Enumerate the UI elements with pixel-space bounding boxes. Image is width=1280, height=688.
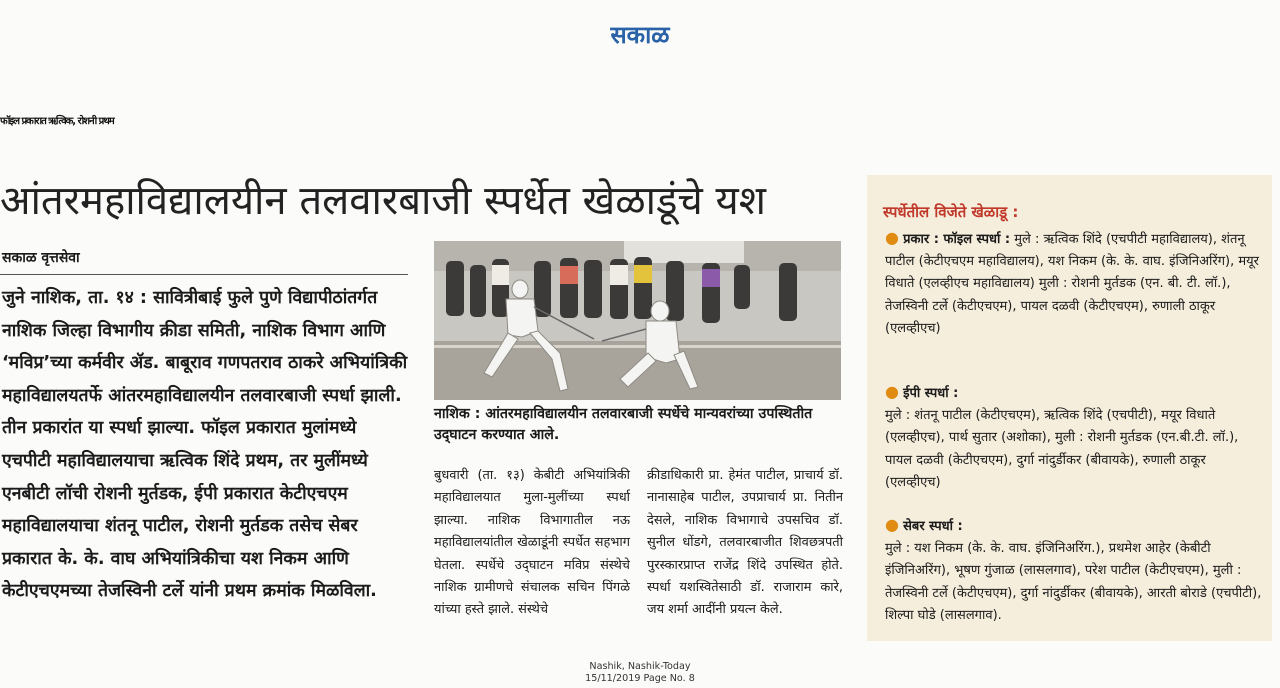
sidebar-entry-epee [885, 381, 1265, 494]
masthead: सकाळ [610, 20, 670, 49]
sidebar-entry-foil [885, 227, 1265, 340]
lead-paragraph: जुने नाशिक, ता. १४ : सावित्रीबाई फुले पुणे विद्यापीठांतर्गत नाशिक जिल्हा विभागीय क्रीडा समिती, नाशिक विभाग आणि ‘मविप्र’च्या कर्मवीर ॲड. बाबूराव गणपतराव ठाकरे अभियांत्रिकी महाविद्यालयतर्फे आंतरमहाविद्यालयीन तलवारबाजी स्पर्धा झाली. तीन प्रकारांत या स्पर्धा झाल्या. फॉइल प्रकारात मुलांमध्ये एचपीटी महाविद्यालयाचा ऋत्विक शिंदे प्रथम, तर मुलींमध्ये एनबीटी लॉची रोशनी मुर्तडक, ईपी प्रकारात केटीएचएम महाविद्यालयाचा शंतनू पाटील, रोशनी मुर्तडक तसेच सेबर प्रकारात के. के. वाघ अभियांत्रिकीचा यश निकम आणि केटीएचएमच्या तेजस्विनी टर्ले यांनी प्रथम क्रमांक मिळविला. [2, 288, 408, 602]
entry-heading: सेबर स्पर्धा : [903, 519, 963, 534]
sidebar-title: स्पर्धेतील विजेते खेळाडू : [883, 203, 1019, 221]
byline: सकाळ वृत्तसेवा [2, 250, 80, 266]
entry-heading: ईपी स्पर्धा : [903, 386, 959, 401]
page-footer [480, 661, 800, 685]
bullet-icon: ● [885, 228, 899, 247]
entry-text: मुले : शंतनू पाटील (केटीएचएम), ऋत्विक शिंदे (एचपीटी), मयूर विधाते (एलव्हीएच), पार्थ सुतार (अशोका), मुली : रोशनी मुर्तडक (एन.बी.टी. लॉ.), पायल दळवी (केटीएचएम), दुर्गा नांदुर्डीकर (बीवायके), रुणाली ठाकूर (एलव्हीएच) [885, 408, 1239, 490]
body-column-1: बुधवारी (ता. १३) केबीटी अभियांत्रिकी महाविद्यालयात मुला-मुलींच्या स्पर्धा झाल्या. नाशिक विभागातील नऊ महाविद्यालयांतील खेळाडूंनी स्पर्धेत सहभाग घेतला. स्पर्धेचे उद्‍घाटन मविप्र संस्थेचे नाशिक ग्रामीणचे संचालक सचिन पिंगळे यांच्या हस्ते झाले. संस्थेचे [434, 468, 630, 618]
footer-edition: Nashik, Nashik-Today [589, 661, 691, 672]
fencing-photo-illustration [434, 241, 841, 400]
body-column-2: क्रीडाधिकारी प्रा. हेमंत पाटील, प्राचार्य डॉ. नानासाहेब पाटील, उपप्राचार्य प्रा. नितीन देसले, नाशिक विभागाचे उपसचिव डॉ. सुनील धोंडगे, तलवारबाजीत शिवछत्रपती पुरस्कारप्राप्त राजेंद्र शिंदे उपस्थित होते. स्पर्धा यशस्वितेसाठी डॉ. राजाराम कारे, जय शर्मा आदींनी प्रयत्न केले. [647, 468, 843, 618]
entry-heading: प्रकार : फॉइल स्पर्धा : [903, 232, 1011, 247]
entry-text: मुले : यश निकम (के. के. वाघ. इंजिनिअरिंग.), प्रथमेश आहेर (केबीटी इंजिनिअरिंग), भूषण गुंजाळ (लासलगाव), परेश पाटील (केटीएचएम), मुली : तेजस्विनी टर्ले (केटीएचएम), दुर्गा नांदुर्डीकर (बीवायके), आरती बोराडे (एचपीटी), शिल्पा घोडे (लासलगाव). [885, 541, 1262, 623]
headline: फॉइल प्रकारात ऋत्विक, रोशनी प्रथम [0, 116, 114, 127]
bullet-icon: ● [885, 382, 899, 401]
winners-sidebar [867, 175, 1272, 641]
bullet-icon: ● [885, 515, 899, 534]
sidebar-entry-sabre [885, 514, 1265, 627]
photo-caption: नाशिक : आंतरमहाविद्यालयीन तलवारबाजी स्पर्धेचे मान्यवरांच्या उपस्थितीत उद्‍घाटन करण्यात आले. [434, 406, 813, 443]
subheadline: आंतरमहाविद्यालयीन तलवारबाजी स्पर्धेत खेळाडूंचे यश [0, 178, 766, 224]
byline-divider [0, 274, 408, 275]
footer-date-page: 15/11/2019 Page No. 8 [585, 673, 695, 684]
entry-text: मुले : ऋत्विक शिंदे (एचपीटी महाविद्यालय), शंतनू पाटील (केटीएचएम महाविद्यालय), यश निकम (के. के. वाघ. इंजिनिअरिंग), मयूर विधाते (एलव्हीएच महाविद्यालय) मुली : रोशनी मुर्तडक (एन. बी. टी. लॉ.), तेजस्विनी टर्ले (केटीएचएम), पायल दळवी (केटीएचएम), रुणाली ठाकूर (एलव्हीएच) [885, 232, 1259, 336]
fencing-photo [434, 241, 841, 400]
